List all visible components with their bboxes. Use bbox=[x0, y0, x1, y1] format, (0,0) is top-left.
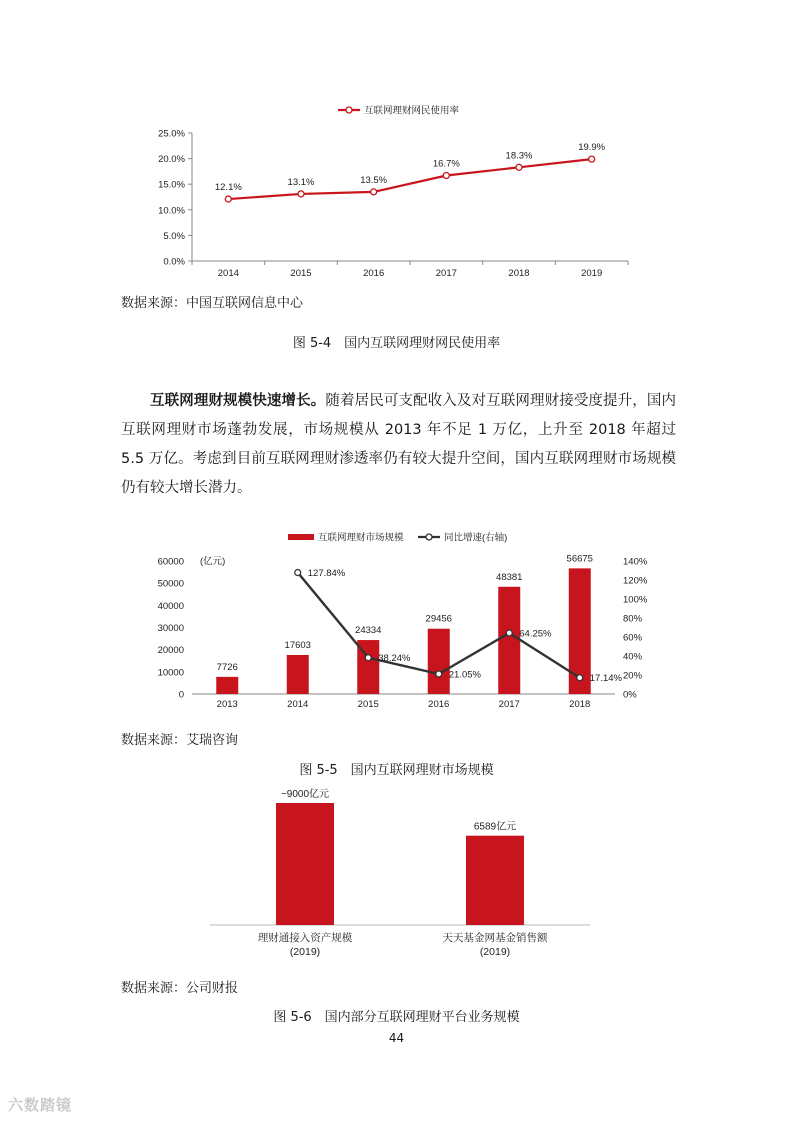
growth-label: 38.24% bbox=[378, 653, 411, 665]
y-left-tick-label: 0 bbox=[178, 689, 184, 701]
y-right-tick-label: 40% bbox=[623, 651, 643, 663]
y-tick-label: 25.0% bbox=[158, 128, 185, 140]
data-label: 13.5% bbox=[360, 174, 388, 186]
legend-label: 互联网理财网民使用率 bbox=[364, 105, 460, 117]
growth-point bbox=[295, 570, 301, 576]
x-tick-label: 2018 bbox=[569, 699, 591, 710]
bar-value-label: 6589亿元 bbox=[473, 821, 517, 833]
body-paragraph bbox=[121, 387, 676, 503]
x-tick-label: 2014 bbox=[217, 268, 239, 279]
growth-label: 127.84% bbox=[307, 568, 346, 580]
y-left-tick-label: 30000 bbox=[157, 623, 184, 634]
bar bbox=[287, 655, 309, 694]
x-tick-sublabel: (2019) bbox=[479, 946, 511, 958]
bar bbox=[466, 836, 524, 925]
y-left-tick-label: 60000 bbox=[157, 556, 184, 568]
legend-marker bbox=[426, 534, 432, 540]
growth-point bbox=[365, 655, 371, 661]
growth-label: 64.25% bbox=[519, 628, 552, 640]
watermark-logo: 六数踏镜 bbox=[8, 1096, 73, 1114]
x-tick-label: 理财通接入资产规模 bbox=[257, 932, 353, 944]
growth-point bbox=[577, 675, 583, 681]
data-label: 18.3% bbox=[505, 150, 533, 162]
y-right-tick-label: 20% bbox=[623, 670, 643, 682]
y-left-tick-label: 20000 bbox=[157, 645, 184, 657]
data-point bbox=[589, 156, 595, 162]
data-label: 16.7% bbox=[432, 158, 460, 170]
x-tick-label: 2015 bbox=[357, 699, 379, 710]
y-right-tick-label: 100% bbox=[623, 594, 648, 606]
paragraph-lead: 互联网理财规模快速增长。 bbox=[150, 393, 326, 409]
paragraph-body: 随着居民可支配收入及对互联网理财接受度提升，国内互联网理财市场蓬勃发展，市场规模从 2013 年不足 1 万亿，上升至 2018 年超过 5.5 万亿。考虑到目前互联网理财渗透率仍有较大提升空间，国内互联网理财市场规模仍有较大增长潜力。 bbox=[121, 393, 677, 496]
x-tick-label: 2018 bbox=[508, 268, 530, 279]
usage-rate-chart bbox=[140, 98, 640, 280]
growth-label: 17.14% bbox=[589, 673, 622, 685]
growth-label: 21.05% bbox=[448, 669, 481, 681]
bar-value-label: 56675 bbox=[566, 553, 593, 565]
x-tick-label: 2019 bbox=[581, 268, 603, 279]
bar-value-label: 29456 bbox=[425, 613, 452, 625]
y-tick-label: 5.0% bbox=[163, 230, 185, 242]
y-tick-label: 0.0% bbox=[163, 256, 185, 268]
y-tick-label: 15.0% bbox=[158, 179, 185, 191]
bar-value-label: 7726 bbox=[216, 661, 238, 673]
platform-size-chart bbox=[200, 785, 600, 965]
bar bbox=[428, 629, 450, 694]
bar-value-label: ~9000亿元 bbox=[280, 789, 330, 800]
x-tick-label: 2014 bbox=[287, 699, 309, 710]
y-left-tick-label: 50000 bbox=[157, 578, 184, 590]
market-size-chart bbox=[140, 526, 660, 712]
figure-caption: 图 5-4 国内互联网理财网民使用率 bbox=[292, 336, 501, 351]
x-tick-sublabel: (2019) bbox=[289, 946, 321, 958]
bar bbox=[216, 677, 238, 694]
bar bbox=[498, 587, 520, 694]
y-right-tick-label: 80% bbox=[623, 613, 643, 625]
data-point bbox=[443, 172, 449, 178]
x-tick-label: 2015 bbox=[290, 268, 312, 279]
data-point bbox=[298, 191, 304, 197]
y-right-tick-label: 140% bbox=[623, 556, 648, 568]
data-point bbox=[371, 189, 377, 195]
x-tick-label: 2016 bbox=[363, 268, 385, 279]
y-right-tick-label: 0% bbox=[623, 689, 637, 701]
data-point bbox=[225, 196, 231, 202]
legend-label: 互联网理财市场规模 bbox=[318, 532, 404, 544]
figure-caption: 图 5-6 国内部分互联网理财平台业务规模 bbox=[273, 1010, 520, 1025]
data-label: 12.1% bbox=[214, 182, 242, 194]
x-tick-label: 2013 bbox=[216, 699, 238, 710]
figure-source: 数据来源：艾瑞咨询 bbox=[121, 733, 239, 748]
y-tick-label: 20.0% bbox=[158, 154, 185, 166]
y-unit-label: (亿元) bbox=[200, 556, 226, 567]
y-right-tick-label: 120% bbox=[623, 575, 648, 587]
x-tick-label: 2016 bbox=[428, 699, 450, 710]
y-tick-label: 10.0% bbox=[158, 205, 185, 217]
series-line bbox=[228, 159, 591, 199]
page-number: 44 bbox=[388, 1031, 405, 1045]
growth-point bbox=[506, 630, 512, 636]
x-tick-label: 天天基金网基金销售额 bbox=[442, 932, 548, 944]
bar-value-label: 48381 bbox=[496, 571, 523, 583]
data-label: 13.1% bbox=[287, 176, 315, 188]
figure-source: 数据来源：公司财报 bbox=[121, 981, 239, 996]
y-left-tick-label: 40000 bbox=[157, 600, 184, 612]
x-tick-label: 2017 bbox=[498, 699, 520, 710]
legend-label: 同比增速(右轴) bbox=[444, 532, 508, 544]
bar-value-label: 24334 bbox=[355, 625, 382, 637]
bar bbox=[276, 803, 334, 925]
legend-marker bbox=[346, 107, 352, 113]
figure-source: 数据来源：中国互联网信息中心 bbox=[121, 296, 304, 311]
legend-bar-swatch bbox=[288, 534, 314, 540]
bar-value-label: 17603 bbox=[284, 639, 311, 651]
y-left-tick-label: 10000 bbox=[157, 667, 184, 679]
y-right-tick-label: 60% bbox=[623, 632, 643, 644]
data-label: 19.9% bbox=[578, 142, 606, 154]
growth-point bbox=[436, 671, 442, 677]
data-point bbox=[516, 164, 522, 170]
figure-caption: 图 5-5 国内互联网理财市场规模 bbox=[299, 763, 494, 778]
x-tick-label: 2017 bbox=[435, 268, 457, 279]
